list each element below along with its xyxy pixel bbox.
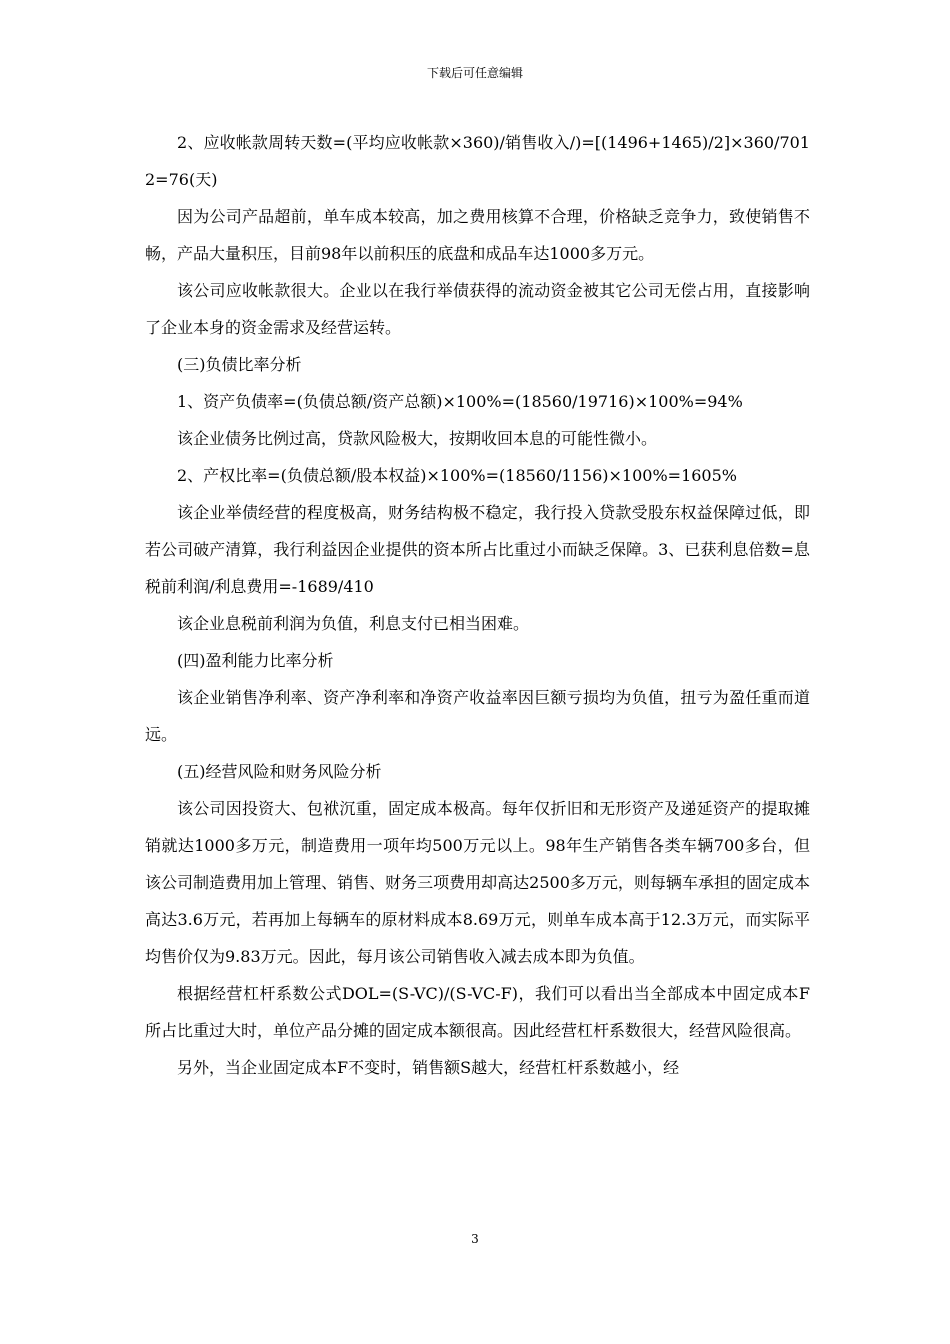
- section-heading-operating-risk: (五)经营风险和财务风险分析: [177, 762, 382, 781]
- paragraph-profitability: 该企业销售净利率、资产净利率和净资产收益率因巨额亏损均为负值，扭亏为盈任重而道远。: [145, 688, 810, 744]
- paragraph-financial-structure: 该企业举债经营的程度极高，财务结构极不稳定，我行投入贷款受股东权益保障过低，即若公司破产清算，我行利益因企业提供的资本所占比重过小而缺乏保障。3、已获利息倍数=息税前利润/利息费用=-1689/410: [145, 503, 810, 596]
- page-header: 下载后可任意编辑: [426, 66, 523, 80]
- paragraph-receivable-days: 2、应收帐款周转天数=(平均应收帐款×360)/销售收入/)=[(1496+1465)/2]×360/7012=76(天): [145, 133, 810, 189]
- paragraph-interest-payment: 该企业息税前利润为负值，利息支付已相当困难。: [177, 614, 530, 633]
- section-heading-debt-ratio: (三)负债比率分析: [177, 355, 302, 374]
- paragraph-product-cost: 因为公司产品超前，单车成本较高，加之费用核算不合理，价格缺乏竞争力，致使销售不畅，产品大量积压，目前98年以前积压的底盘和成品车达1000多万元。: [145, 207, 810, 263]
- paragraph-asset-liability-ratio: 1、资产负债率=(负债总额/资产总额)×100%=(18560/19716)×100%=94%: [177, 392, 743, 411]
- paragraph-equity-ratio: 2、产权比率=(负债总额/股本权益)×100%=(18560/1156)×100%=1605%: [177, 466, 737, 485]
- paragraph-operating-leverage: 根据经营杠杆系数公式DOL=(S-VC)/(S-VC-F)，我们可以看出当全部成本中固定成本F所占比重过大时，单位产品分摊的固定成本额很高。因此经营杠杆系数很大，经营风险很高。: [145, 984, 810, 1040]
- paragraph-debt-risk: 该企业债务比例过高，贷款风险极大，按期收回本息的可能性微小。: [177, 429, 658, 448]
- paragraph-fixed-cost: 该公司因投资大、包袱沉重，固定成本极高。每年仅折旧和无形资产及递延资产的提取摊销就达1000多万元，制造费用一项年均500万元以上。98年生产销售各类车辆700多台，但该公司制造费用加上管理、销售、财务三项费用却高达2500多万元，则每辆车承担的固定成本高达3.6万元，若再加上每辆车的原材料成本8.69万元，则单车成本高于12.3万元，而实际平均售价仅为9.83万元。因此，每月该公司销售收入减去成本即为负值。: [145, 799, 810, 966]
- document-body: [145, 124, 810, 1086]
- paragraph-receivables-large: 该公司应收帐款很大。企业以在我行举债获得的流动资金被其它公司无偿占用，直接影响了企业本身的资金需求及经营运转。: [145, 281, 810, 337]
- page-number: 3: [471, 1232, 479, 1246]
- section-heading-profitability: (四)盈利能力比率分析: [177, 651, 334, 670]
- paragraph-sales-volume: 另外，当企业固定成本F不变时，销售额S越大，经营杠杆系数越小，经: [177, 1058, 680, 1077]
